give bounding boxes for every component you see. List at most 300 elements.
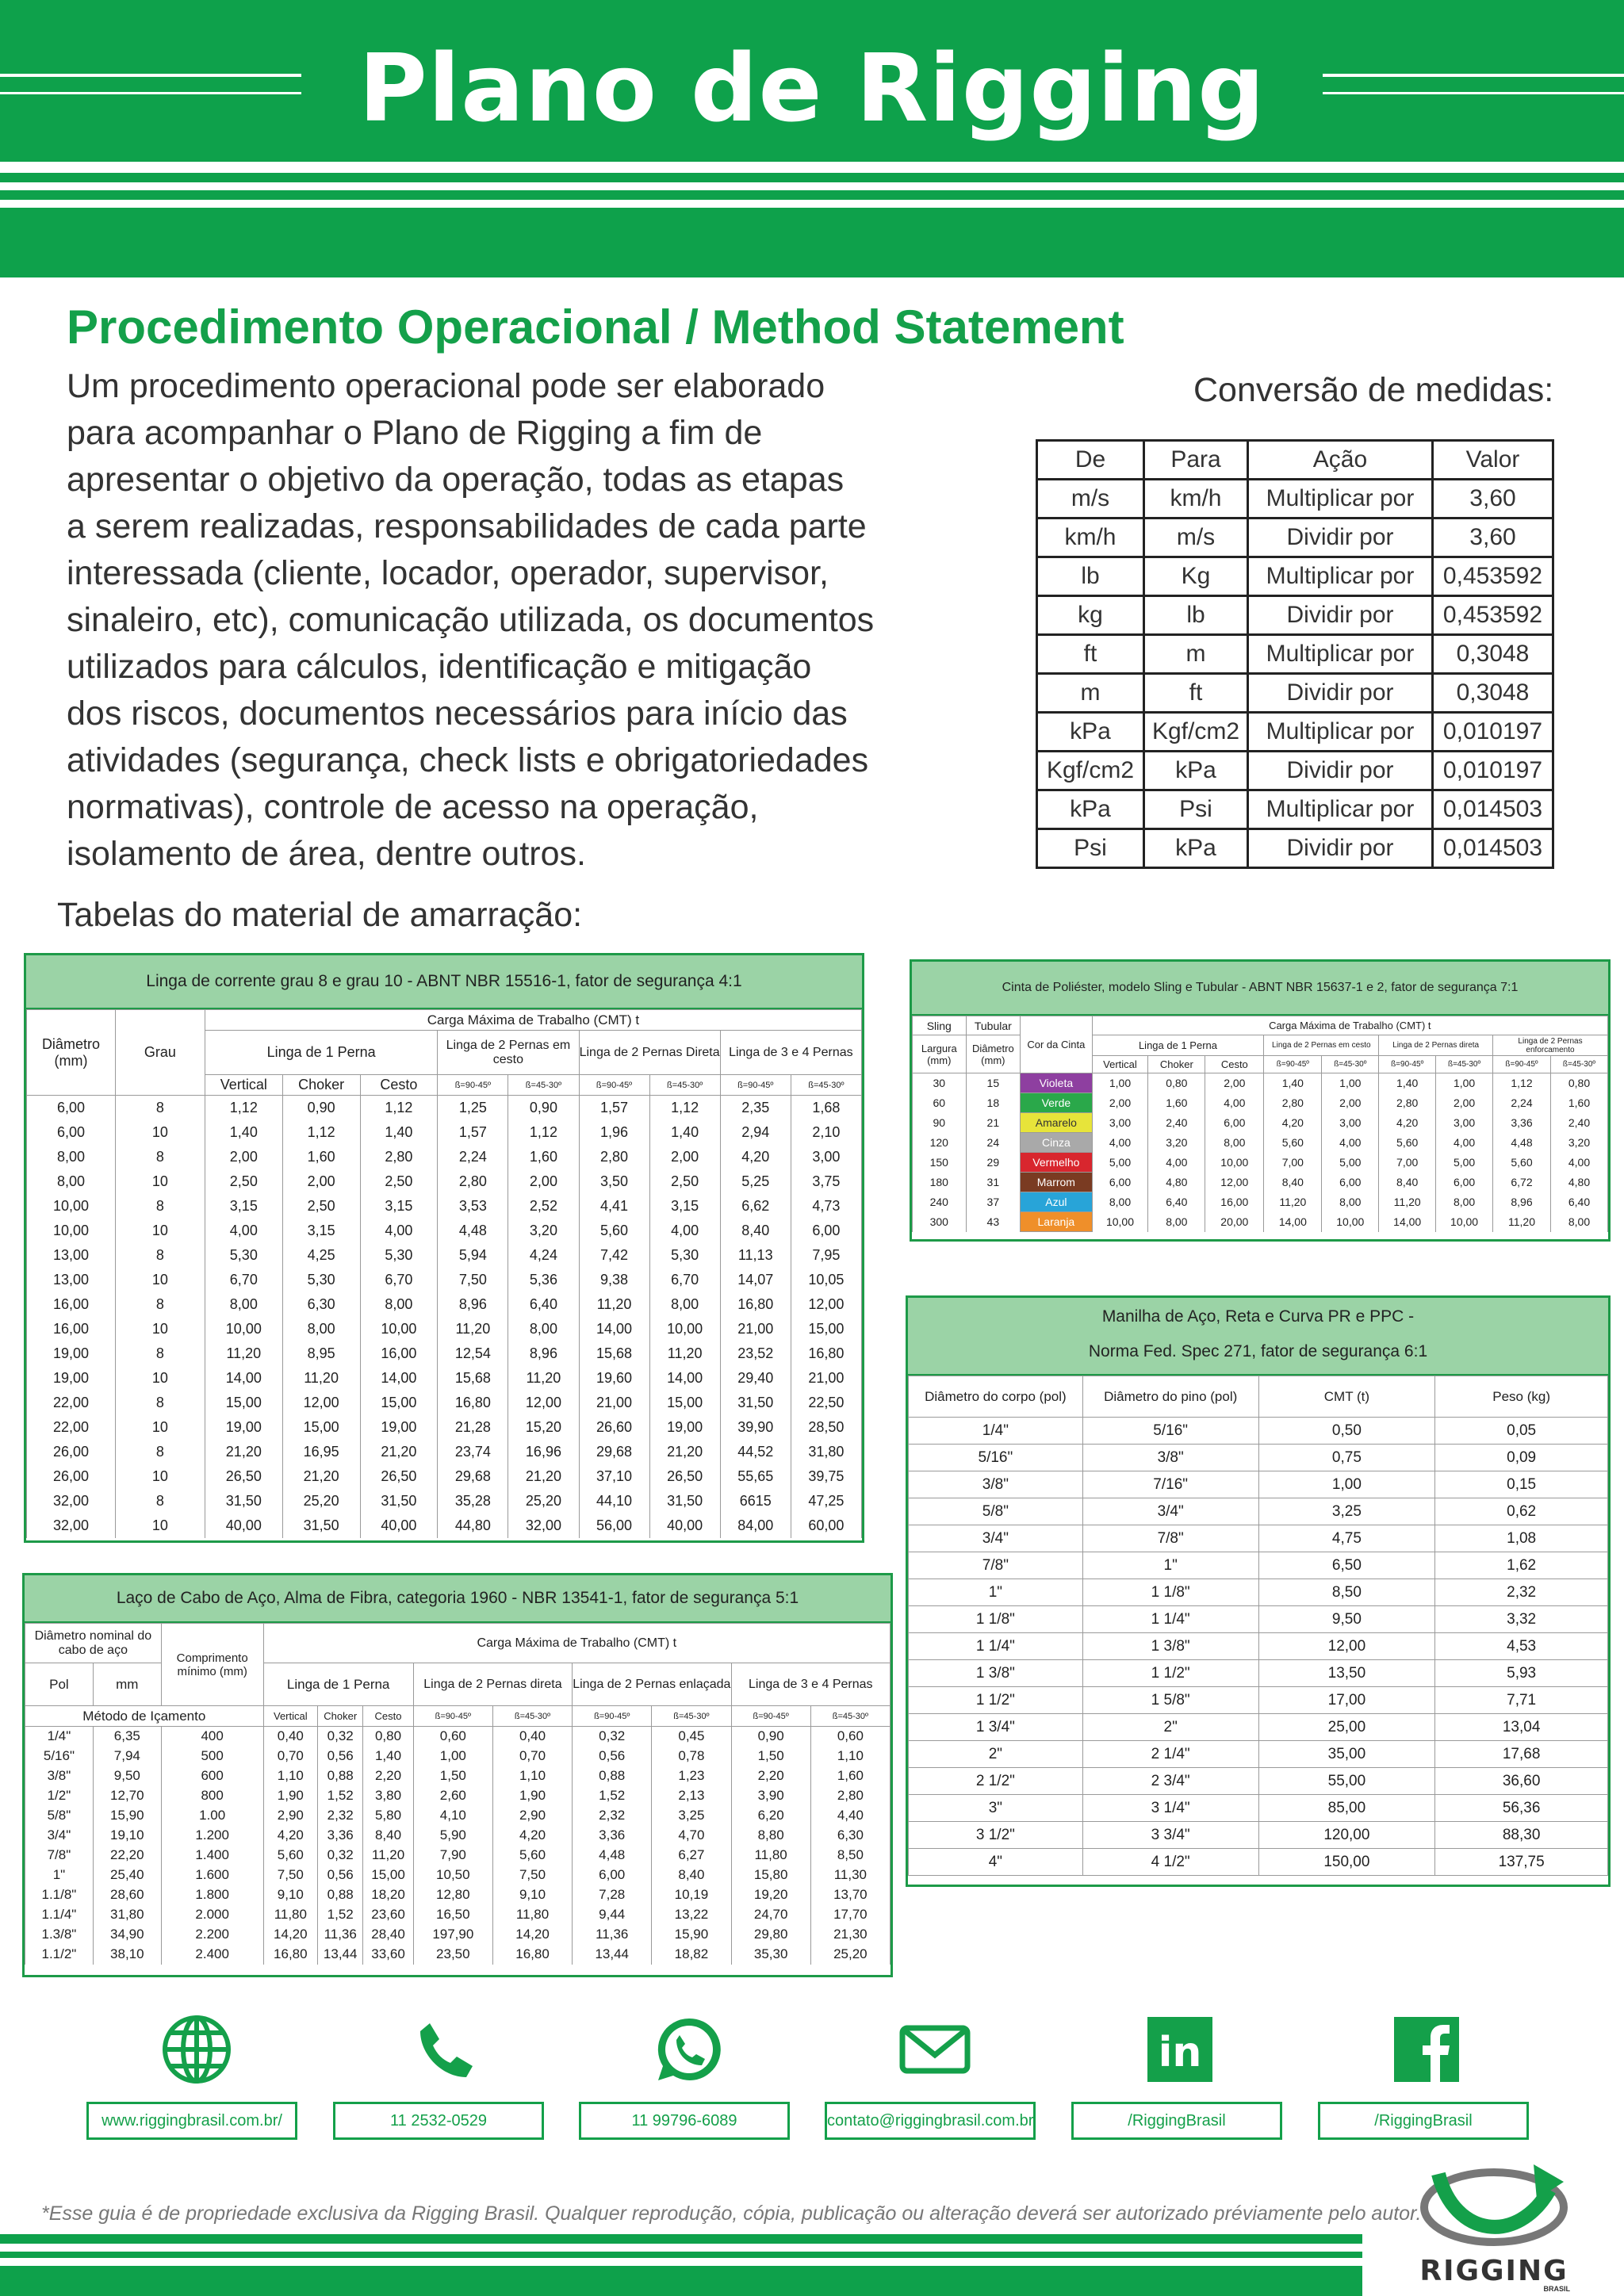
table-cell: 60,00 bbox=[791, 1513, 861, 1538]
table-cell: 7,42 bbox=[579, 1243, 649, 1268]
table-cell: lb bbox=[1037, 557, 1144, 596]
table-row bbox=[25, 1766, 891, 1786]
table-cell: 1.3/8" bbox=[25, 1925, 94, 1945]
table-cell: 1,62 bbox=[1435, 1552, 1608, 1579]
table-cell: 2,60 bbox=[413, 1786, 492, 1806]
table-cell: m bbox=[1144, 635, 1248, 674]
table-cell: 120 bbox=[913, 1133, 967, 1153]
contact-whatsapp-link[interactable]: 11 99796-6089 bbox=[579, 2102, 790, 2140]
table-cell: 14,00 bbox=[205, 1366, 282, 1391]
table-cell: 19,20 bbox=[731, 1885, 810, 1905]
table-cell: 2,52 bbox=[508, 1194, 579, 1219]
table-cell: 6,62 bbox=[720, 1194, 791, 1219]
table-cell: 11,36 bbox=[573, 1925, 652, 1945]
table-cell: 16,80 bbox=[492, 1945, 572, 1965]
column-header: Para bbox=[1144, 441, 1248, 480]
conversion-row bbox=[1037, 790, 1553, 829]
table-cell: 180 bbox=[913, 1173, 967, 1192]
table-cell: 19,00 bbox=[360, 1415, 438, 1440]
table-cell: 21,28 bbox=[438, 1415, 508, 1440]
table-cell: 3,20 bbox=[1551, 1133, 1608, 1153]
table-cell: 1,40 bbox=[1379, 1073, 1436, 1093]
table-cell: 1,12 bbox=[360, 1096, 438, 1120]
subcolumn-header: ß=45-30º bbox=[791, 1075, 861, 1096]
group-header: Linga de 2 Pernas em cesto bbox=[1264, 1035, 1379, 1056]
table-cell: 2,00 bbox=[1092, 1093, 1148, 1113]
table-cell: 16,80 bbox=[720, 1292, 791, 1317]
column-header: Carga Máxima de Trabalho (CMT) t bbox=[205, 1010, 861, 1031]
table-cell: 12,80 bbox=[413, 1885, 492, 1905]
table-cell: 17,68 bbox=[1435, 1741, 1608, 1768]
table-cell: 8,00 bbox=[1148, 1212, 1205, 1232]
phone-icon bbox=[408, 2014, 479, 2085]
table-cell: 1,52 bbox=[318, 1786, 363, 1806]
table-cell: 31 bbox=[966, 1173, 1021, 1192]
table-cell: 2,35 bbox=[720, 1096, 791, 1120]
table-cell: Kgf/cm2 bbox=[1037, 752, 1144, 790]
table-cell: 2,13 bbox=[652, 1786, 731, 1806]
table-cell: 40,00 bbox=[649, 1513, 720, 1538]
intro-line: normativas), controle de acesso na operação, bbox=[67, 788, 759, 826]
subcolumn-header: ß=90-45º bbox=[1379, 1056, 1436, 1073]
table-row bbox=[27, 1194, 862, 1219]
table-cell: 4,20 bbox=[492, 1826, 572, 1846]
table-row bbox=[909, 1525, 1608, 1552]
contact-linkedin-link[interactable]: /RiggingBrasil bbox=[1071, 2102, 1282, 2140]
table-row bbox=[25, 1846, 891, 1866]
table-cell: 26,00 bbox=[27, 1440, 116, 1464]
subcolumn-header: Cesto bbox=[1205, 1056, 1264, 1073]
table-cell: 10 bbox=[115, 1268, 205, 1292]
color-swatch: Amarelo bbox=[1021, 1113, 1092, 1133]
table-cell: 8,00 bbox=[27, 1145, 116, 1169]
table-cell: 2,20 bbox=[363, 1766, 413, 1786]
table-cell: 8,96 bbox=[508, 1341, 579, 1366]
table-row bbox=[913, 1153, 1608, 1173]
table-cell: 36,60 bbox=[1435, 1768, 1608, 1795]
table-cell: 0,60 bbox=[810, 1727, 890, 1747]
table-row bbox=[25, 1786, 891, 1806]
table-cell: 4,00 bbox=[649, 1219, 720, 1243]
table-cell: 11,30 bbox=[810, 1866, 890, 1885]
table-cell: 25,00 bbox=[1258, 1714, 1435, 1741]
table-cell: 16,80 bbox=[791, 1341, 861, 1366]
table-cell: 11,20 bbox=[438, 1317, 508, 1341]
table-cell: 13,00 bbox=[27, 1243, 116, 1268]
table-cell: 3 1/2" bbox=[909, 1822, 1083, 1849]
table-cell: 1 3/8" bbox=[1082, 1633, 1258, 1660]
table-cell: 40,00 bbox=[360, 1513, 438, 1538]
table-cell: 0,453592 bbox=[1433, 596, 1553, 635]
table-cell: 11,20 bbox=[508, 1366, 579, 1391]
table-cell: 5,60 bbox=[492, 1846, 572, 1866]
table-row bbox=[909, 1606, 1608, 1633]
table-cell: 28,60 bbox=[93, 1885, 161, 1905]
column-header: Valor bbox=[1433, 441, 1553, 480]
table-cell: 29 bbox=[966, 1153, 1021, 1173]
intro-line: Um procedimento operacional pode ser elaborado bbox=[67, 367, 825, 405]
table-cell: 400 bbox=[161, 1727, 263, 1747]
table-cell: 2 3/4" bbox=[1082, 1768, 1258, 1795]
table-cell: 150,00 bbox=[1258, 1849, 1435, 1876]
intro-line: utilizados para cálculos, identificação e mitigação bbox=[67, 648, 812, 686]
table-cell: 16,80 bbox=[263, 1945, 318, 1965]
table-cell: 1,10 bbox=[810, 1747, 890, 1766]
table-cell: 3,36 bbox=[318, 1826, 363, 1846]
table-cell: 22,20 bbox=[93, 1846, 161, 1866]
column-header: Pol bbox=[25, 1663, 94, 1706]
table-cell: 4" bbox=[909, 1849, 1083, 1876]
table-cell: 38,10 bbox=[93, 1945, 161, 1965]
table-cell: 3,36 bbox=[1493, 1113, 1551, 1133]
table-cell: 120,00 bbox=[1258, 1822, 1435, 1849]
table-cell: 1,90 bbox=[263, 1786, 318, 1806]
table-cell: 21,00 bbox=[579, 1391, 649, 1415]
table-row bbox=[25, 1866, 891, 1885]
table-cell: 4,80 bbox=[1551, 1173, 1608, 1192]
table-cell: 22,50 bbox=[791, 1391, 861, 1415]
table-cell: 2,40 bbox=[1551, 1113, 1608, 1133]
shackle-title-line1: Manilha de Aço, Reta e Curva PR e PPC - bbox=[1101, 1307, 1415, 1326]
table-cell: 4,20 bbox=[1264, 1113, 1322, 1133]
table-cell: 5,25 bbox=[720, 1169, 791, 1194]
table-cell: 4,40 bbox=[810, 1806, 890, 1826]
table-cell: 22,00 bbox=[27, 1391, 116, 1415]
table-cell: 0,32 bbox=[573, 1727, 652, 1747]
table-cell: 2,50 bbox=[649, 1169, 720, 1194]
rigging-brasil-logo bbox=[1407, 2158, 1581, 2293]
color-swatch: Azul bbox=[1021, 1192, 1092, 1212]
table-cell: 26,50 bbox=[360, 1464, 438, 1489]
table-row bbox=[909, 1822, 1608, 1849]
table-row bbox=[913, 1035, 1608, 1056]
table-cell: 55,65 bbox=[720, 1464, 791, 1489]
table-cell: km/h bbox=[1144, 480, 1248, 519]
table-cell: 8,50 bbox=[1258, 1579, 1435, 1606]
table-cell: 4,00 bbox=[1092, 1133, 1148, 1153]
table-cell: 8 bbox=[115, 1096, 205, 1120]
table-cell: 14,07 bbox=[720, 1268, 791, 1292]
color-swatch: Verde bbox=[1021, 1093, 1092, 1113]
table-cell: 14,20 bbox=[263, 1925, 318, 1945]
subcolumn-header: ß=45-30º bbox=[652, 1706, 731, 1727]
table-cell: 1 3/4" bbox=[909, 1714, 1083, 1741]
table-row bbox=[909, 1795, 1608, 1822]
subcolumn-header: ß=90-45º bbox=[720, 1075, 791, 1096]
table-cell: 31,50 bbox=[205, 1489, 282, 1513]
table-cell: 8,00 bbox=[649, 1292, 720, 1317]
table-row bbox=[913, 1093, 1608, 1113]
table-cell: 1,40 bbox=[363, 1747, 413, 1766]
table-row bbox=[909, 1633, 1608, 1660]
conversion-header-row bbox=[1037, 441, 1553, 480]
table-row bbox=[913, 1212, 1608, 1232]
table-cell: 26,00 bbox=[27, 1464, 116, 1489]
table-cell: 11,20 bbox=[1379, 1192, 1436, 1212]
table-cell: 0,50 bbox=[1258, 1418, 1435, 1445]
contact-phone-link[interactable]: 11 2532-0529 bbox=[333, 2102, 544, 2140]
table-cell: 5,30 bbox=[282, 1268, 360, 1292]
intro-paragraph bbox=[67, 363, 891, 878]
table-cell: 6,00 bbox=[573, 1866, 652, 1885]
table-cell: 6,70 bbox=[205, 1268, 282, 1292]
subcolumn-header: ß=90-45º bbox=[731, 1706, 810, 1727]
table-cell: 1,57 bbox=[438, 1120, 508, 1145]
table-cell: 1.1/2" bbox=[25, 1945, 94, 1965]
table-cell: 16,00 bbox=[1205, 1192, 1264, 1212]
table-cell: 10,00 bbox=[205, 1317, 282, 1341]
table-cell: 3,80 bbox=[363, 1786, 413, 1806]
table-cell: 5,00 bbox=[1092, 1153, 1148, 1173]
table-cell: 8 bbox=[115, 1489, 205, 1513]
color-swatch: Cinza bbox=[1021, 1133, 1092, 1153]
tables-title: Tabelas do material de amarração: bbox=[57, 896, 583, 934]
column-header: Carga Máxima de Trabalho (CMT) t bbox=[1092, 1016, 1607, 1035]
intro-line: sinaleiro, etc), comunicação utilizada, os documentos bbox=[67, 601, 875, 639]
globe-icon bbox=[161, 2014, 232, 2085]
conversion-title: Conversão de medidas: bbox=[1193, 371, 1554, 409]
table-cell: 1 1/4" bbox=[909, 1633, 1083, 1660]
table-cell: 1,25 bbox=[438, 1096, 508, 1120]
wire-table-title: Laço de Cabo de Aço, Alma de Fibra, categoria 1960 - NBR 13541-1, fator de segurança 5:1 bbox=[25, 1575, 891, 1623]
table-cell: 8 bbox=[115, 1243, 205, 1268]
intro-line: isolamento de área, dentre outros. bbox=[67, 835, 586, 873]
table-cell: 7,50 bbox=[438, 1268, 508, 1292]
table-cell: 3,75 bbox=[791, 1169, 861, 1194]
table-cell: 1 1/4" bbox=[1082, 1606, 1258, 1633]
table-cell: 13,04 bbox=[1435, 1714, 1608, 1741]
table-cell: 2,90 bbox=[492, 1806, 572, 1826]
table-cell: 26,60 bbox=[579, 1415, 649, 1440]
intro-line: dos riscos, documentos necessários para início das bbox=[67, 695, 848, 733]
table-cell: 2.400 bbox=[161, 1945, 263, 1965]
table-cell: 1 3/8" bbox=[909, 1660, 1083, 1687]
subcolumn-header: Choker bbox=[282, 1075, 360, 1096]
table-cell: 3,25 bbox=[1258, 1498, 1435, 1525]
table-cell: 3,25 bbox=[652, 1806, 731, 1826]
table-cell: 0,40 bbox=[263, 1727, 318, 1747]
table-cell: Psi bbox=[1144, 790, 1248, 829]
table-cell: 21,20 bbox=[282, 1464, 360, 1489]
table-cell: 20,00 bbox=[1205, 1212, 1264, 1232]
table-cell: 6,40 bbox=[1551, 1192, 1608, 1212]
footer-note: *Esse guia é de propriedade exclusiva da Rigging Brasil. Qualquer reprodução, cópia, publicação ou alteração deverá ser autorizado préviamente pelo autor. bbox=[41, 2202, 1422, 2225]
column-header: Diâmetro (mm) bbox=[27, 1010, 116, 1096]
table-cell: 32,00 bbox=[27, 1513, 116, 1538]
table-cell: 25,20 bbox=[282, 1489, 360, 1513]
table-cell: 4,53 bbox=[1435, 1633, 1608, 1660]
table-cell: 2,00 bbox=[205, 1145, 282, 1169]
table-cell: 1,40 bbox=[205, 1120, 282, 1145]
table-cell: 7,50 bbox=[492, 1866, 572, 1885]
table-cell: 1 1/2" bbox=[909, 1687, 1083, 1714]
table-cell: 1,00 bbox=[1258, 1471, 1435, 1498]
table-row bbox=[27, 1464, 862, 1489]
table-cell: 2,24 bbox=[1493, 1093, 1551, 1113]
table-cell: 15,00 bbox=[363, 1866, 413, 1885]
logo-mark bbox=[1407, 2158, 1581, 2253]
table-cell: 4,75 bbox=[1258, 1525, 1435, 1552]
table-cell: 0,90 bbox=[508, 1096, 579, 1120]
table-cell: 55,00 bbox=[1258, 1768, 1435, 1795]
conversion-row bbox=[1037, 752, 1553, 790]
table-cell: 4,25 bbox=[282, 1243, 360, 1268]
table-cell: 1,50 bbox=[413, 1766, 492, 1786]
table-cell: 11,80 bbox=[492, 1905, 572, 1925]
table-cell: 3,90 bbox=[731, 1786, 810, 1806]
table-cell: 2,80 bbox=[360, 1145, 438, 1169]
table-cell: 11,20 bbox=[363, 1846, 413, 1866]
table-cell: Dividir por bbox=[1248, 752, 1433, 790]
table-cell: 10 bbox=[115, 1317, 205, 1341]
table-cell: 3,60 bbox=[1433, 519, 1553, 557]
email-icon bbox=[899, 2014, 971, 2085]
table-cell: 13,50 bbox=[1258, 1660, 1435, 1687]
table-cell: 1,10 bbox=[492, 1766, 572, 1786]
subcolumn-header: ß=90-45º bbox=[1264, 1056, 1322, 1073]
table-cell: Dividir por bbox=[1248, 674, 1433, 713]
table-cell: 1,00 bbox=[1436, 1073, 1493, 1093]
shackle-title-line2: Norma Fed. Spec 271, fator de segurança 6:1 bbox=[1088, 1342, 1428, 1360]
table-cell: 8,40 bbox=[1264, 1173, 1322, 1192]
subcolumn-header: ß=90-45º bbox=[573, 1706, 652, 1727]
table-cell: 3/8" bbox=[1082, 1445, 1258, 1471]
table-cell: 16,80 bbox=[438, 1391, 508, 1415]
subcolumn-header: Vertical bbox=[263, 1706, 318, 1727]
table-cell: km/h bbox=[1037, 519, 1144, 557]
table-row bbox=[27, 1096, 862, 1120]
table-cell: 8 bbox=[115, 1145, 205, 1169]
table-cell: 5/8" bbox=[909, 1498, 1083, 1525]
table-cell: 1 5/8" bbox=[1082, 1687, 1258, 1714]
group-header: Linga de 2 Pernas enlaçada bbox=[573, 1663, 731, 1706]
table-cell: 9,50 bbox=[1258, 1606, 1435, 1633]
conversion-row bbox=[1037, 674, 1553, 713]
table-cell: 14,00 bbox=[1379, 1212, 1436, 1232]
table-cell: 500 bbox=[161, 1747, 263, 1766]
table-row bbox=[27, 1513, 862, 1538]
table-cell: 0,75 bbox=[1258, 1445, 1435, 1471]
table-cell: 2,00 bbox=[1205, 1073, 1264, 1093]
table-row bbox=[27, 1268, 862, 1292]
subcolumn-header: ß=45-30º bbox=[649, 1075, 720, 1096]
table-cell: 24,70 bbox=[731, 1905, 810, 1925]
table-cell: 14,00 bbox=[360, 1366, 438, 1391]
header-banner bbox=[0, 0, 1624, 277]
table-cell: 4,70 bbox=[652, 1826, 731, 1846]
contact-globe-link[interactable]: www.riggingbrasil.com.br/ bbox=[86, 2102, 297, 2140]
group-header: Linga de 3 e 4 Pernas bbox=[720, 1031, 861, 1075]
table-cell: 2.200 bbox=[161, 1925, 263, 1945]
column-header: mm bbox=[93, 1663, 161, 1706]
table-row bbox=[25, 1747, 891, 1766]
shackle-table bbox=[906, 1295, 1611, 1887]
table-cell: 14,00 bbox=[649, 1366, 720, 1391]
table-cell: 0,88 bbox=[573, 1766, 652, 1786]
column-header: Ação bbox=[1248, 441, 1433, 480]
table-cell: m/s bbox=[1037, 480, 1144, 519]
table-cell: 13,70 bbox=[810, 1885, 890, 1905]
table-row bbox=[913, 1192, 1608, 1212]
table-cell: lb bbox=[1144, 596, 1248, 635]
group-header: Linga de 3 e 4 Pernas bbox=[731, 1663, 890, 1706]
color-swatch: Vermelho bbox=[1021, 1153, 1092, 1173]
table-cell: 9,44 bbox=[573, 1905, 652, 1925]
table-cell: 47,25 bbox=[791, 1489, 861, 1513]
table-cell: 5,60 bbox=[1379, 1133, 1436, 1153]
table-cell: Psi bbox=[1037, 829, 1144, 868]
table-cell: 137,75 bbox=[1435, 1849, 1608, 1876]
color-swatch: Laranja bbox=[1021, 1212, 1092, 1232]
conversion-row bbox=[1037, 519, 1553, 557]
table-cell: 21,20 bbox=[360, 1440, 438, 1464]
table-cell: 23,50 bbox=[413, 1945, 492, 1965]
table-cell: 1,40 bbox=[1264, 1073, 1322, 1093]
table-cell: 0,56 bbox=[318, 1747, 363, 1766]
table-cell: 43 bbox=[966, 1212, 1021, 1232]
table-cell: 1.1/8" bbox=[25, 1885, 94, 1905]
table-cell: kPa bbox=[1037, 790, 1144, 829]
table-cell: 1,52 bbox=[573, 1786, 652, 1806]
table-cell: 3/4" bbox=[1082, 1498, 1258, 1525]
table-cell: 8,00 bbox=[360, 1292, 438, 1317]
column-header: Comprimento mínimo (mm) bbox=[161, 1624, 263, 1706]
table-cell: 15,68 bbox=[579, 1341, 649, 1366]
table-cell: ft bbox=[1037, 635, 1144, 674]
contact-email-link[interactable]: contato@riggingbrasil.com.br bbox=[825, 2102, 1036, 2140]
table-cell: 0,56 bbox=[318, 1866, 363, 1885]
table-cell: 24 bbox=[966, 1133, 1021, 1153]
table-cell: 60 bbox=[913, 1093, 967, 1113]
table-cell: 16,00 bbox=[27, 1317, 116, 1341]
table-cell: 7,00 bbox=[1264, 1153, 1322, 1173]
table-row bbox=[25, 1925, 891, 1945]
table-cell: 5,80 bbox=[363, 1806, 413, 1826]
contact-facebook-link[interactable]: /RiggingBrasil bbox=[1318, 2102, 1529, 2140]
table-cell: 5,94 bbox=[438, 1243, 508, 1268]
table-cell: 0,3048 bbox=[1433, 674, 1553, 713]
table-cell: 13,44 bbox=[573, 1945, 652, 1965]
table-cell: 10 bbox=[115, 1366, 205, 1391]
table-cell: 0,56 bbox=[573, 1747, 652, 1766]
table-cell: 26,50 bbox=[649, 1464, 720, 1489]
table-cell: 8,80 bbox=[731, 1826, 810, 1846]
table-cell: 29,68 bbox=[579, 1440, 649, 1464]
table-cell: Kgf/cm2 bbox=[1144, 713, 1248, 752]
conversion-row bbox=[1037, 596, 1553, 635]
table-row bbox=[25, 1806, 891, 1826]
table-cell: 21,30 bbox=[810, 1925, 890, 1945]
table-cell: 85,00 bbox=[1258, 1795, 1435, 1822]
column-header: Tubular bbox=[966, 1016, 1021, 1035]
table-cell: 31,50 bbox=[720, 1391, 791, 1415]
table-cell: 12,00 bbox=[791, 1292, 861, 1317]
table-cell: 28,50 bbox=[791, 1415, 861, 1440]
table-cell: 1 1/8" bbox=[1082, 1579, 1258, 1606]
table-cell: 1,60 bbox=[282, 1145, 360, 1169]
table-cell: 32,00 bbox=[27, 1489, 116, 1513]
table-cell: 56,00 bbox=[579, 1513, 649, 1538]
facebook-icon bbox=[1391, 2014, 1462, 2085]
conversion-row bbox=[1037, 480, 1553, 519]
table-row bbox=[27, 1169, 862, 1194]
table-cell: 16,00 bbox=[360, 1341, 438, 1366]
table-cell: 6,20 bbox=[731, 1806, 810, 1826]
table-cell: 11,20 bbox=[1493, 1212, 1551, 1232]
table-cell: 0,3048 bbox=[1433, 635, 1553, 674]
sling-table-title: Cinta de Poliéster, modelo Sling e Tubular - ABNT NBR 15637-1 e 2, fator de segurança 7:1 bbox=[912, 962, 1608, 1016]
footer-stripe bbox=[0, 2252, 1362, 2258]
